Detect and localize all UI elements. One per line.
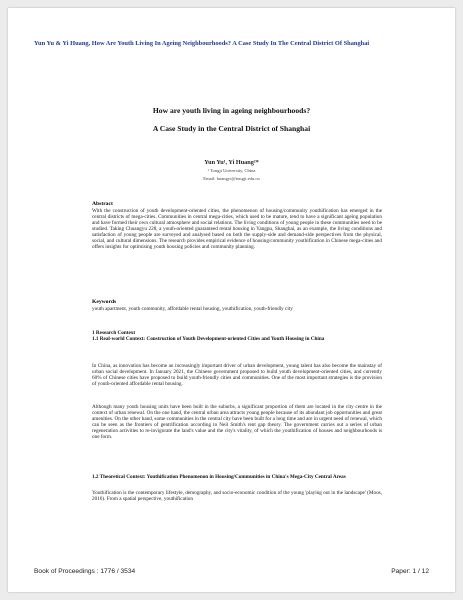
author-email: Email: huangyi@tongji.edu.cn (203, 176, 260, 181)
authors: Yun Yu¹, Yi Huang²* (204, 159, 259, 166)
section-1-1-heading: 1.1 Real-world Context: Construction of Youth Development-oriented Cities and Youth Housing in China (92, 336, 325, 342)
paragraph-3: Youthification is the contemporary lifestyle, demography, and socio-economic condition of the young 'playing out in the landscape' (Moos, 2016). From a spatial perspective, youthification (92, 490, 382, 503)
section-1-2-heading: 1.2 Theoretical Context: Youthification Phenomenon in Housing/Communities in China's Mega-City Central Areas (92, 474, 346, 480)
abstract-text: With the construction of youth development-oriented cities, the phenomenon of housing/community youthification has emerged in the central districts of mega-cities. Communities in central mega-cities, which used to be mature, tend to have a significant ageing population and have formed their own cultural atmosphere and social relations. The living conditions of young people in these communities need to be studied. Taking Chuangyu 228, a youth-oriented guaranteed rental housing in Yangpu, Shanghai, as an example, the living conditions and satisfaction of young people are surveyed and analysed based on both the supply-side and demand-side perspectives from the physical, social, and cultural dimensions. The research provides empirical evidence of housing/community youthification in Chinese mega-cities and offers insights for optimising youth housing policies and community planning. (92, 208, 382, 251)
paragraph-2: Although many youth housing units have been built in the suburbs, a significant proportion of them are located in the city centre in the context of urban renewal. On the one hand, the central urban area attracts young people because of its abundant job opportunities and great amenities. On the other hand, some communities in the central city have been built for a long time and are in urgent need of renewal, which can be seen as the frontiers of gentrification according to Neil Smith's rent gap theory. The government carries out a series of urban regeneration activities to re-invigorate the land's value and the city's vitality, of which the youthification of houses and neighbourhoods is one form. (92, 404, 382, 441)
abstract-heading: Abstract (92, 201, 113, 207)
proceedings-page-counter: Book of Proceedings : 1776 / 3534 (34, 568, 136, 575)
paragraph-1: In China, as innovation has become an increasingly important driver of urban development, young talent has also become the mainstay of urban social development. In January 2021, the Chinese government proposed to build youth development-oriented cities, and currently 60% of Chinese cities have proposed to build youth-friendly cities and communities. One of the most important strategies is the provision of youth-oriented affordable rental housing. (92, 363, 382, 388)
running-head: Yun Yu & Yi Huang, How Are Youth Living In Ageing Neighbourhoods? A Case Study In The Central District Of Shanghai (34, 40, 370, 47)
paper-title-line-2: A Case Study in the Central District of Shanghai (152, 124, 311, 133)
affiliation: ¹ Tongji University, China (207, 168, 256, 173)
paper-page-counter: Paper: 1 / 12 (391, 568, 429, 575)
keywords-heading: Keywords (92, 299, 117, 305)
paper-title-line-1: How are youth living in ageing neighbourhoods? (152, 106, 311, 115)
section-1-heading: 1 Research Context (92, 330, 136, 336)
paper-page (8, 8, 455, 592)
keywords-text: youth apartment, youth community, affordable rental housing, youthification, youth-friendly city (92, 306, 293, 312)
